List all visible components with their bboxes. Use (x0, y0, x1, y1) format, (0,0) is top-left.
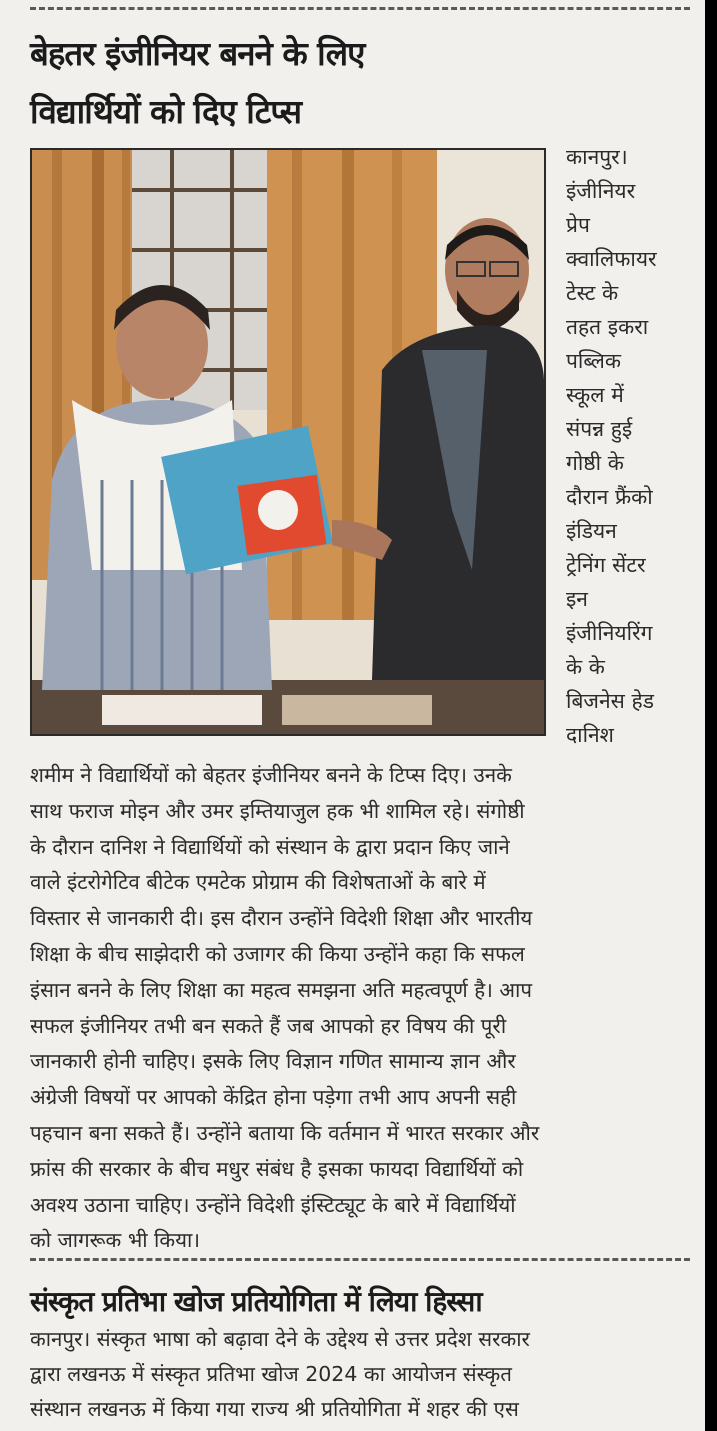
side-line: स्कूल में (566, 383, 624, 407)
side-line: गोष्ठी के (566, 451, 624, 475)
side-line: बिजनेस हेड (566, 689, 654, 713)
side-line: क्वालिफायर (566, 247, 657, 271)
article2-body (30, 1322, 700, 1427)
side-line: दानिश (566, 723, 614, 747)
side-line: दौरान फ्रैंको (566, 485, 653, 509)
body-line: के दौरान दानिश ने विद्यार्थियों को संस्थान के द्वारा प्रदान किए जाने (30, 834, 510, 859)
article1-headline-line2: विद्यार्थियों को दिए टिप्स (30, 92, 302, 131)
side-line: इंजीनियरिंग (566, 621, 653, 645)
top-divider (30, 7, 690, 10)
side-line: टेस्ट के (566, 281, 619, 305)
side-line: इंडियन (566, 519, 617, 543)
body-line: संस्थान लखनऊ में किया गया राज्य श्री प्रतियोगिता में शहर की एस (30, 1397, 519, 1421)
side-line: इन (566, 587, 588, 611)
body-line: जानकारी होनी चाहिए। इसके लिए विज्ञान गणित सामान्य ज्ञान और (30, 1049, 516, 1074)
body-line: वाले इंटरोगेटिव बीटेक एमटेक प्रोग्राम की विशेषताओं के बारे में (30, 870, 486, 895)
body-line: पहचान बना सकते हैं। उन्होंने बताया कि वर्तमान में भारत सरकार और (30, 1120, 540, 1145)
side-line: ट्रेनिंग सेंटर (566, 553, 646, 577)
body-line: शिक्षा के बीच साझेदारी को उजागर की किया उन्होंने कहा कि सफल (30, 941, 525, 966)
body-line: फ्रांस की सरकार के बीच मधुर संबंध है इसका फायदा विद्यार्थियों को (30, 1156, 524, 1181)
side-line: कानपुर। (566, 145, 628, 169)
article1-body (30, 758, 700, 1259)
body-line: द्वारा लखनऊ में संस्कृत प्रतिभा खोज 2024 का आयोजन संस्कृत (30, 1362, 512, 1386)
event-photo-illustration (32, 150, 544, 734)
article1-photo (30, 148, 546, 736)
article1-headline-line1: बेहतर इंजीनियर बनने के लिए (30, 34, 365, 73)
article2-headline: संस्कृत प्रतिभा खोज प्रतियोगिता में लिया हिस्सा (30, 1285, 482, 1318)
side-line: इंजीनियर (566, 179, 636, 203)
body-line: सफल इंजीनियर तभी बन सकते हैं जब आपको हर विषय की पूरी (30, 1013, 507, 1038)
article1-side-column (566, 140, 696, 752)
body-line: कानपुर। संस्कृत भाषा को बढ़ावा देने के उद्देश्य से उत्तर प्रदेश सरकार (30, 1327, 530, 1351)
side-line: पब्लिक (566, 349, 622, 373)
body-line: इंसान बनने के लिए शिक्षा का महत्व समझना अति महत्वपूर्ण है। आप (30, 977, 532, 1002)
side-line: तहत इकरा (566, 315, 649, 339)
body-line: को जागरूक भी किया। (30, 1228, 201, 1253)
body-line: विस्तार से जानकारी दी। इस दौरान उन्होंने विदेशी शिक्षा और भारतीय (30, 906, 533, 931)
body-line: शमीम ने विद्यार्थियों को बेहतर इंजीनियर बनने के टिप्स दिए। उनके (30, 763, 512, 787)
body-line: अवश्य उठाना चाहिए। उन्होंने विदेशी इंस्टिट्यूट के बारे में विद्यार्थियों (30, 1192, 516, 1217)
side-line: प्रेप (566, 213, 590, 237)
side-line: संपन्न हुई (566, 417, 633, 441)
body-line: अंग्रेजी विषयों पर आपको केंद्रित होना पड़ेगा तभी आप अपनी सही (30, 1085, 517, 1110)
body-line: साथ फराज मोइन और उमर इम्तियाजुल हक भी शामिल रहे। संगोष्ठी (30, 798, 525, 823)
side-line: के के (566, 655, 605, 679)
article-divider (30, 1258, 690, 1261)
